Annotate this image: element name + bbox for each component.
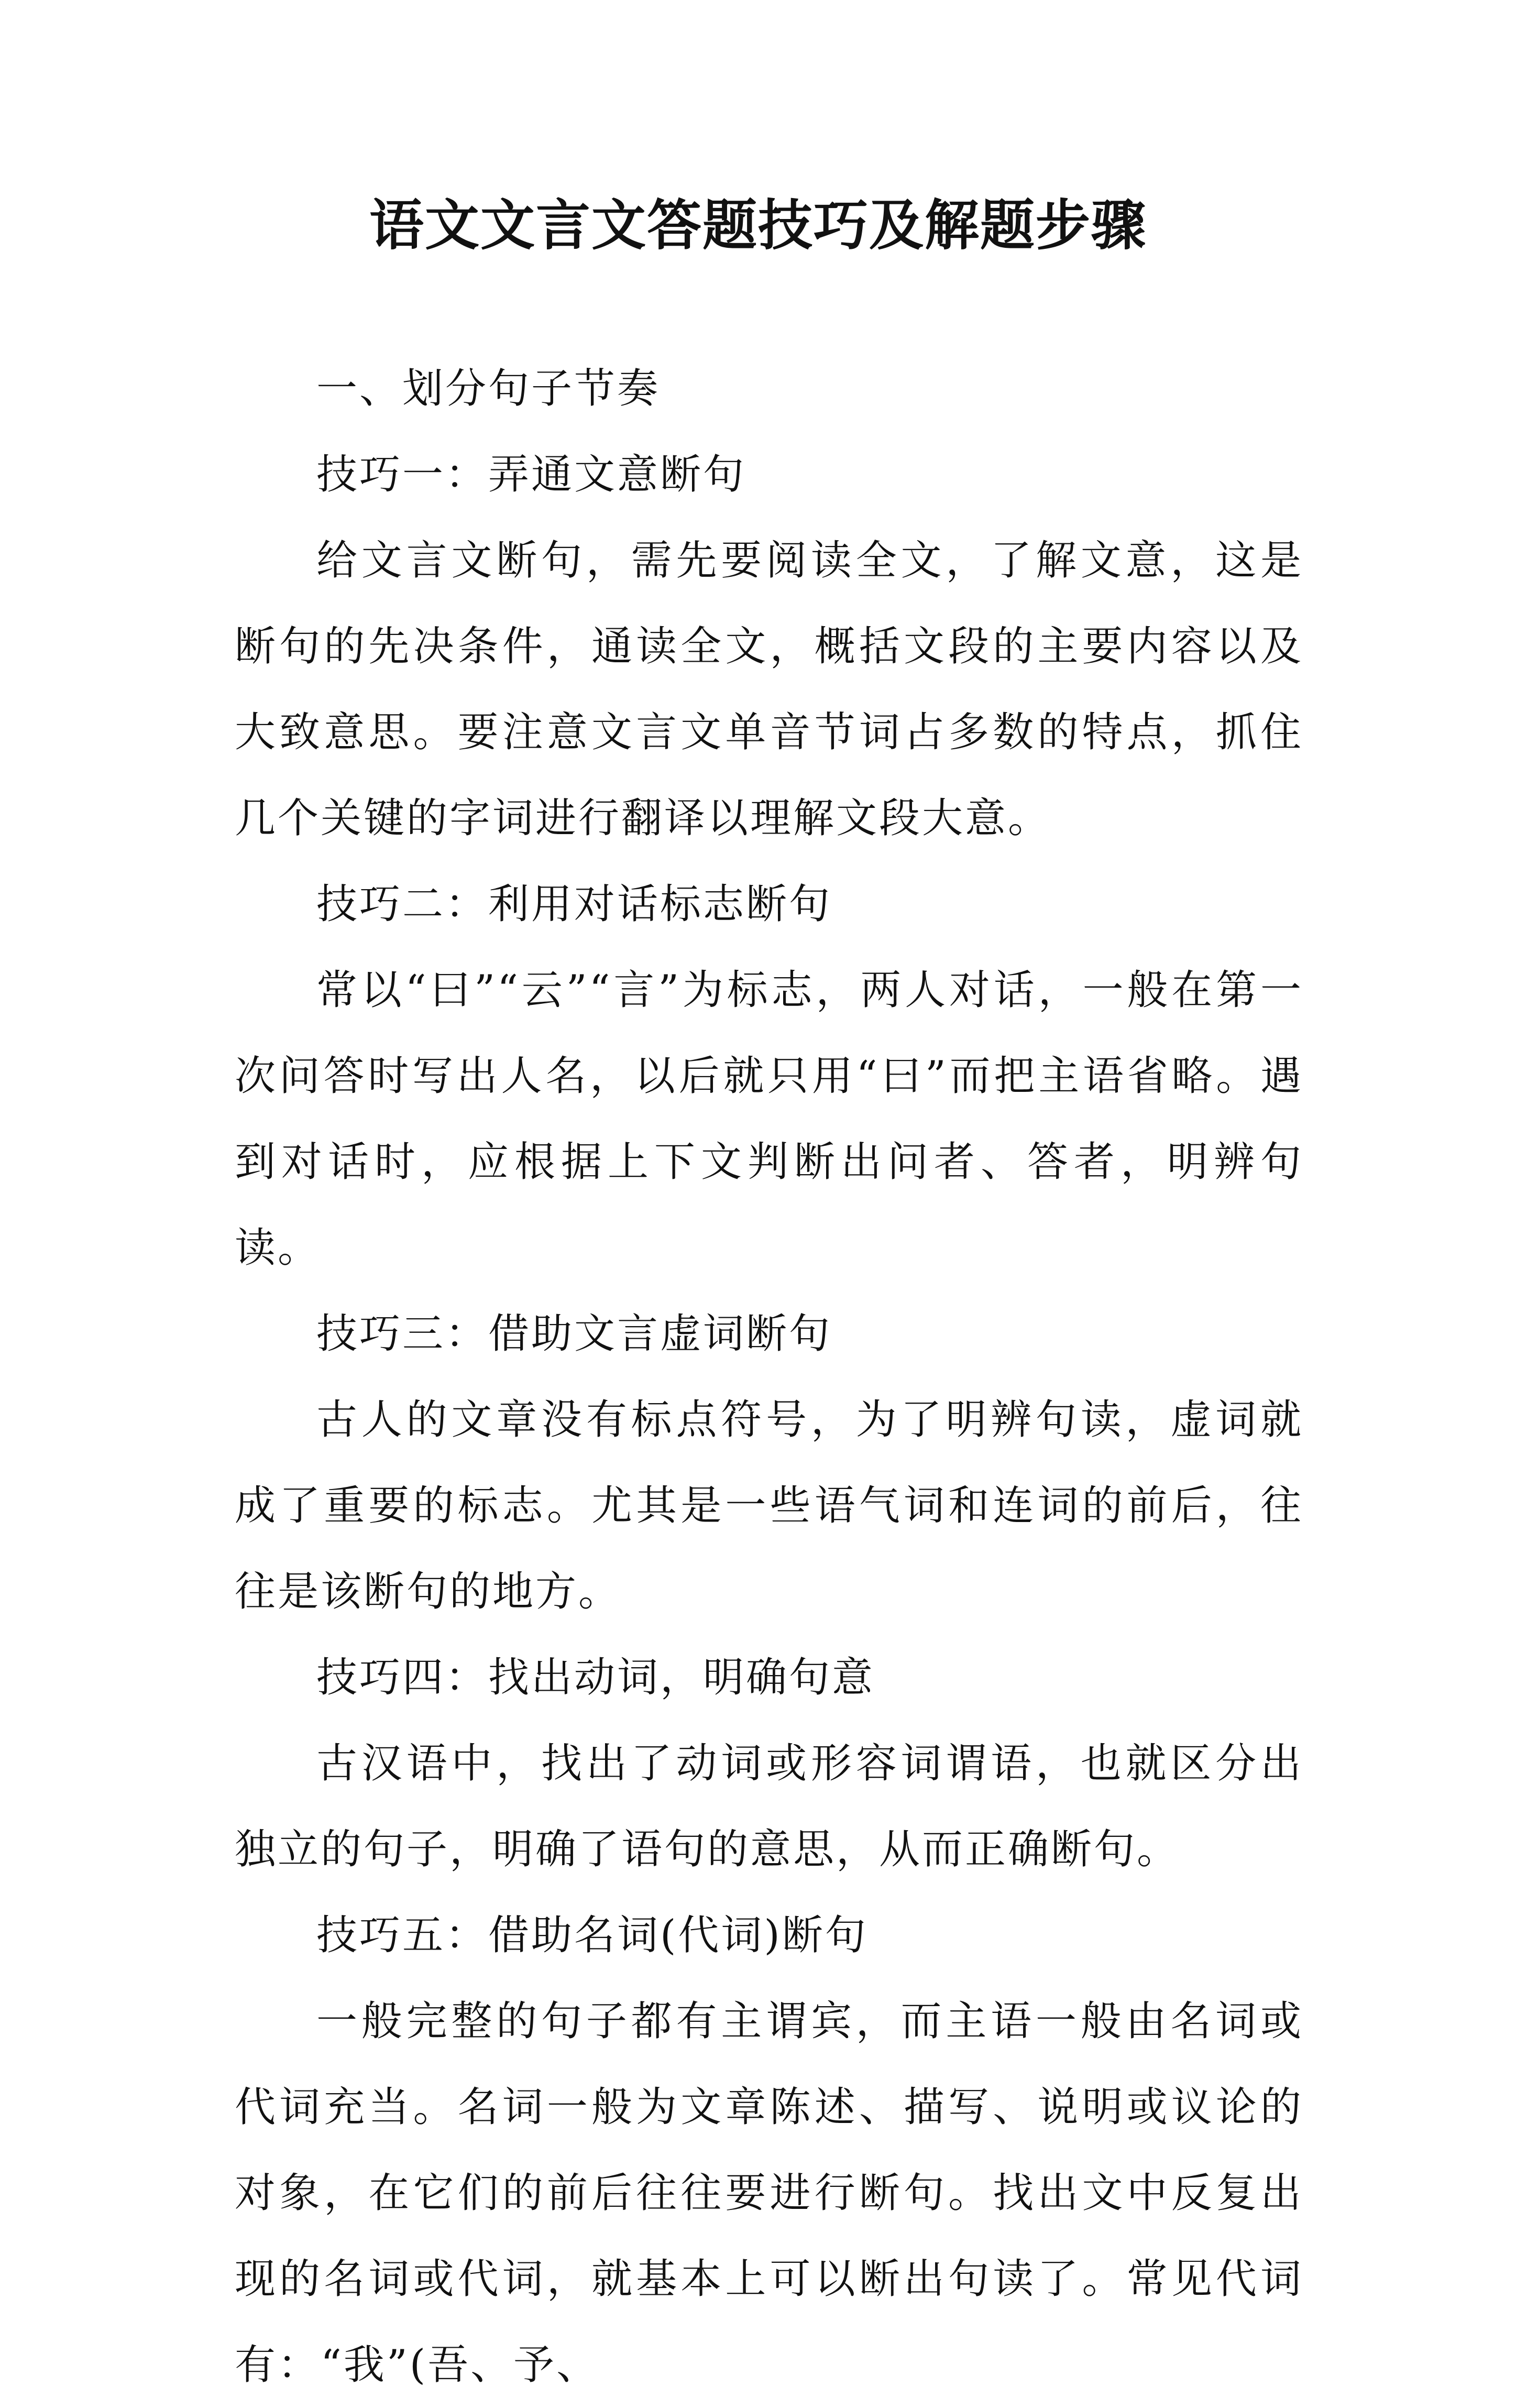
paragraph-4: 古汉语中，找出了动词或形容词谓语，也就区分出独立的句子，明确了语句的意思，从而正确断句。: [235, 1740, 1303, 1873]
technique-heading-1: 技巧一：弄通文意断句: [316, 451, 746, 498]
document-title: 语文文言文答题技巧及解题步骤: [369, 193, 1147, 257]
paragraph-2: 常以“曰”“云”“言”为标志，两人对话，一般在第一次问答时写出人名，以后就只用“曰”而把主语省略。遇到对话时，应根据上下文判断出问者、答者，明辨句读。: [235, 967, 1303, 1272]
section-heading: 一、划分句子节奏: [316, 365, 661, 412]
technique-heading-3: 技巧三：借助文言虚词断句: [316, 1310, 832, 1358]
paragraph-1: 给文言文断句，需先要阅读全文，了解文意，这是断句的先决条件，通读全文，概括文段的主要内容以及大致意思。要注意文言文单音节词占多数的特点，抓住几个关键的字词进行翻译以理解文段大意。: [235, 537, 1303, 842]
document-body: [235, 346, 1303, 2408]
technique-heading-4: 技巧四：找出动词，明确句意: [316, 1654, 875, 1701]
paragraph-3: 古人的文章没有标点符号，为了明辨句读，虚词就成了重要的标志。尤其是一些语气词和连词的前后，往往是该断句的地方。: [235, 1396, 1303, 1615]
technique-heading-5: 技巧五：借助名词(代词)断句: [316, 1912, 868, 1959]
technique-heading-2: 技巧二：利用对话标志断句: [316, 881, 832, 928]
paragraph-5: 一般完整的句子都有主谓宾，而主语一般由名词或代词充当。名词一般为文章陈述、描写、说明或议论的对象，在它们的前后往往要进行断句。找出文中反复出现的名词或代词，就基本上可以断出句读了。常见代词有：“我”(吾、予、: [235, 1998, 1303, 2389]
